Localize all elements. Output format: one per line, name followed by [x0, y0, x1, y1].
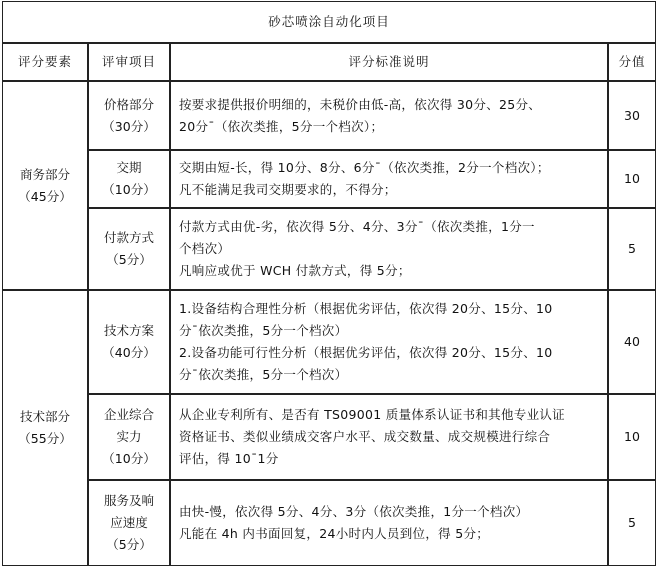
standard-line: 从企业专利所有、是否有 TS09001 质量体系认证书和其他专业认证	[179, 407, 565, 422]
item-cell	[88, 480, 170, 566]
item-points: （5分）	[106, 537, 152, 552]
table-title: 砂芯喷涂自动化项目	[2, 1, 656, 43]
standard-cell	[170, 290, 608, 394]
item-cell	[88, 208, 170, 290]
item-points: （5分）	[106, 252, 152, 267]
table-row	[2, 150, 656, 208]
standard-line: 评估，得 10¯1分	[179, 451, 279, 466]
table-row	[2, 208, 656, 290]
standard-cell	[170, 81, 608, 150]
score-cell: 10	[608, 150, 656, 208]
standard-cell	[170, 208, 608, 290]
standard-line: 20分¯（依次类推，5分一个档次）；	[179, 118, 384, 134]
header-category: 评分要素	[2, 43, 88, 81]
item-name: 实力	[116, 429, 142, 444]
category-subtotal: （45分）	[18, 188, 72, 204]
item-name: 服务及响	[103, 493, 154, 508]
standard-line: 个档次）	[179, 241, 231, 256]
standard-line: 资格证书、类似业绩成交客户水平、成交数量、成交规模进行综合	[179, 429, 551, 444]
table-row	[2, 394, 656, 480]
category-business	[2, 81, 88, 290]
item-points: （40分）	[102, 345, 156, 360]
item-name: 技术方案	[103, 323, 154, 338]
item-name: 企业综合	[103, 407, 154, 422]
item-cell	[88, 290, 170, 394]
header-standard: 评分标准说明	[170, 43, 608, 81]
header-score: 分值	[608, 43, 656, 81]
table-row	[2, 81, 656, 150]
category-label: 技术部分	[19, 409, 70, 424]
item-points: （10分）	[102, 182, 156, 197]
table-row	[2, 290, 656, 394]
standard-cell	[170, 150, 608, 208]
item-cell	[88, 81, 170, 150]
standard-line: 分¯依次类推，5分一个档次）	[179, 323, 348, 338]
standard-line: 按要求提供报价明细的，未税价由低-高，依次得 30分、25分、	[179, 96, 542, 112]
score-cell: 5	[608, 480, 656, 566]
score-cell: 40	[608, 290, 656, 394]
standard-line: 2.设备功能可行性分析（根据优劣评估，依次得 20分、15分、10	[179, 345, 553, 360]
standard-line: 1.设备结构合理性分析（根据优劣评估，依次得 20分、15分、10	[179, 301, 553, 316]
item-points: （30分）	[102, 118, 156, 134]
standard-line: 付款方式由优-劣，依次得 5分、4分、3分¯（依次类推，1分一	[179, 219, 535, 234]
score-cell: 5	[608, 208, 656, 290]
header-item: 评审项目	[88, 43, 170, 81]
category-label: 商务部分	[19, 166, 70, 182]
header-row	[2, 43, 656, 81]
standard-line: 凡能在 4h 内书面回复，24小时内人员到位，得 5分；	[179, 526, 490, 541]
standard-line: 由快-慢，依次得 5分、4分、3分（依次类推，1分一个档次）	[179, 504, 529, 519]
standard-cell	[170, 394, 608, 480]
item-name: 应速度	[110, 515, 148, 530]
item-name: 付款方式	[103, 230, 154, 245]
item-name: 价格部分	[103, 96, 154, 112]
score-cell: 30	[608, 81, 656, 150]
standard-line: 分¯依次类推，5分一个档次）	[179, 367, 348, 382]
standard-line: 凡不能满足我司交期要求的，不得分；	[179, 182, 397, 197]
standard-line: 交期由短-长，得 10分、8分、6分¯（依次类推，2分一个档次）；	[179, 160, 550, 175]
standard-line: 凡响应或优于 WCH 付款方式，得 5分；	[179, 263, 411, 278]
item-points: （10分）	[102, 451, 156, 466]
category-subtotal: （55分）	[18, 431, 72, 446]
table-row	[2, 480, 656, 566]
category-technical	[2, 290, 88, 566]
standard-cell	[170, 480, 608, 566]
score-cell: 10	[608, 394, 656, 480]
item-name: 交期	[116, 160, 142, 175]
scoring-table	[2, 1, 656, 566]
item-cell	[88, 150, 170, 208]
item-cell	[88, 394, 170, 480]
